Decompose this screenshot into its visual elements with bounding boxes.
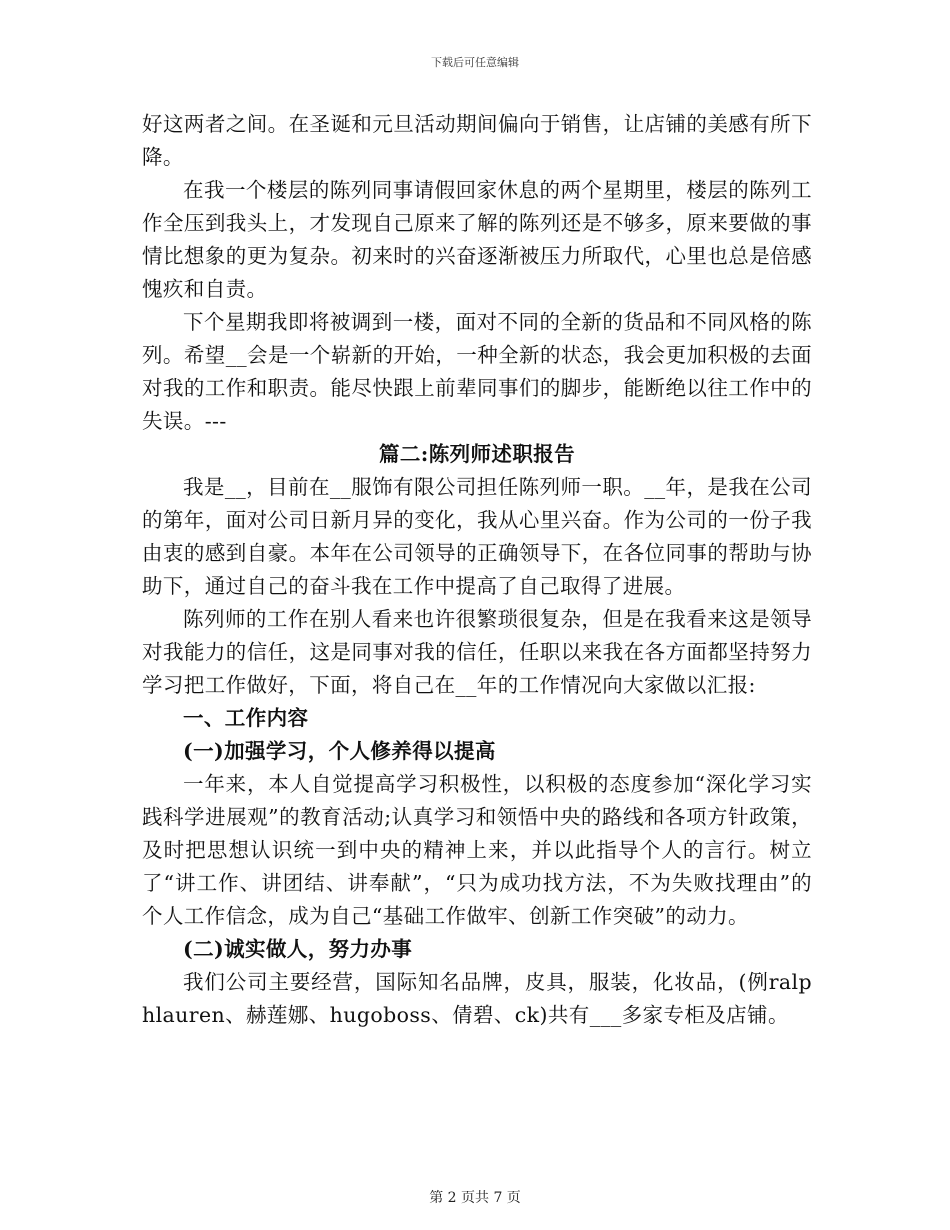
heading-strengthen-study: (一)加强学习，个人修养得以提高 xyxy=(183,739,496,763)
page-header: 下载后可任意编辑 xyxy=(431,56,519,69)
paragraph-2: 在我一个楼层的陈列同事请假回家休息的两个星期里，楼层的陈列工作全压到我头上，才发现自己原来了解的陈列还是不够多，原来要做的事情比想象的更为复杂。初来时的兴奋逐渐被压力所取代，心里也总是倍感愧疚和自责。 xyxy=(142,178,812,301)
heading-honest-work: (二)诚实做人，努力办事 xyxy=(183,937,413,961)
paragraph-5: 陈列师的工作在别人看来也许很繁琐很复杂，但是在我看来这是领导对我能力的信任，这是同事对我的信任，任职以来我在各方面都坚持努力学习把工作做好，下面，将自己在__年的工作情况向大家做以汇报: xyxy=(142,607,812,697)
paragraph-3: 下个星期我即将被调到一楼，面对不同的全新的货品和不同风格的陈列。希望__会是一个崭新的开始，一种全新的状态，我会更加积极的去面对我的工作和职责。能尽快跟上前辈同事们的脚步，能断绝以往工作中的失误。--- xyxy=(142,310,812,433)
paragraph-4: 我是__，目前在__服饰有限公司担任陈列师一职。__年，是我在公司的第年，面对公司日新月异的变化，我从心里兴奋。作为公司的一份子我由衷的感到自豪。本年在公司领导的正确领导下，在各位同事的帮助与协助下，通过自己的奋斗我在工作中提高了自己取得了进展。 xyxy=(142,475,812,598)
paragraph-1: 好这两者之间。在圣诞和元旦活动期间偏向于销售，让店铺的美感有所下降。 xyxy=(142,112,812,169)
section-title: 篇二:陈列师述职报告 xyxy=(378,442,576,466)
heading-work-content: 一、工作内容 xyxy=(183,706,309,730)
paragraph-7: 我们公司主要经营，国际知名品牌，皮具，服装，化妆品，(例ralphlauren、赫莲娜、hugoboss、倩碧、ck)共有___多家专柜及店铺。 xyxy=(142,970,812,1027)
paragraph-6: 一年来，本人自觉提高学习积极性，以积极的态度参加“深化学习实践科学进展观”的教育活动;认真学习和领悟中央的路线和各项方针政策，及时把思想认识统一到中央的精神上来，并以此指导个人的言行。树立了“讲工作、讲团结、讲奉献”，“只为成功找方法，不为失败找理由”的个人工作信念，成为自己“基础工作做牢、创新工作突破”的动力。 xyxy=(142,772,812,928)
page-footer: 第 2 页共 7 页 xyxy=(429,1190,521,1206)
document-body xyxy=(142,108,812,1032)
